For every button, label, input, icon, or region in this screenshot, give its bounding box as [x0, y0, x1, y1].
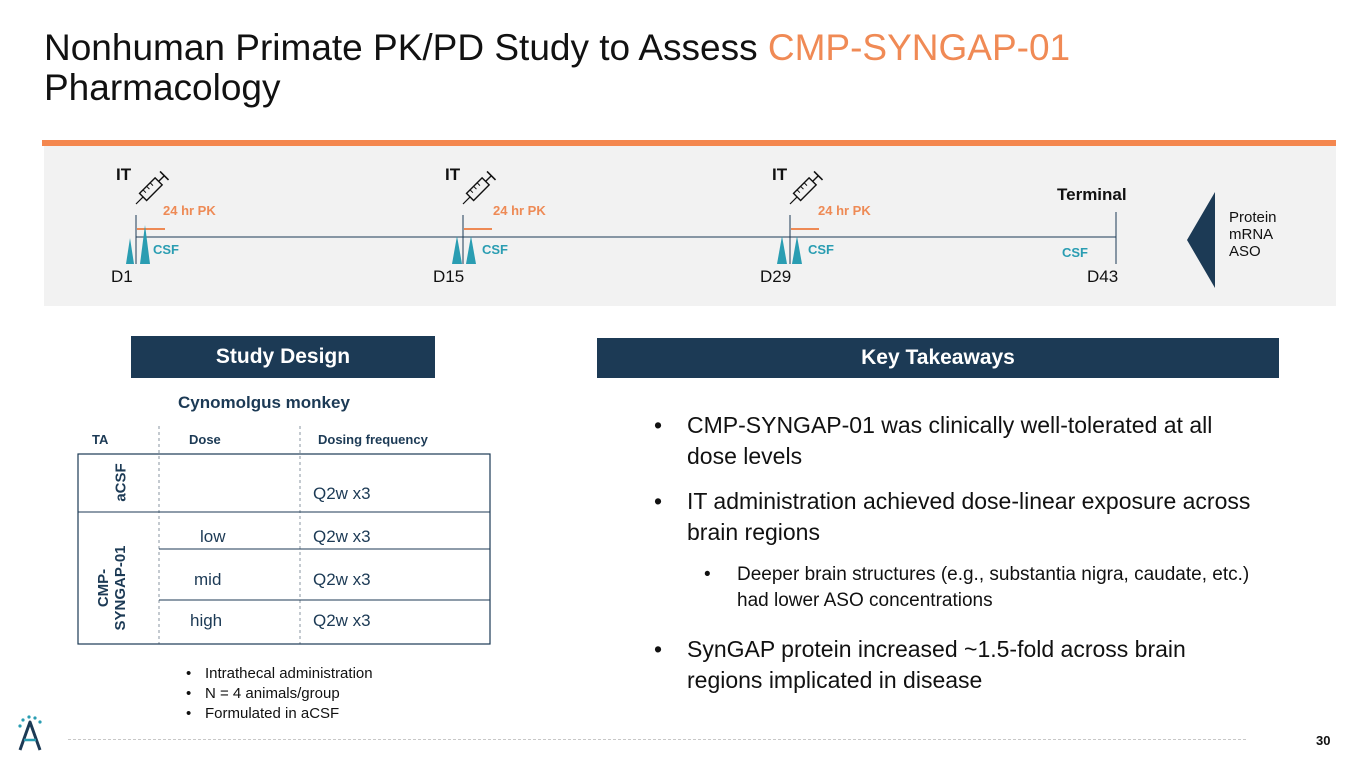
study-design-notes — [186, 664, 373, 724]
dose-cell-mid: mid — [194, 570, 222, 589]
takeaway-subitem: • Deeper brain structures (e.g., substantia nigra, caudate, etc.) had lower ASO concentrations — [652, 562, 1252, 614]
dose-cell-high: high — [190, 611, 223, 630]
csf-marker-d29-b — [792, 236, 802, 264]
study-design-table — [0, 0, 520, 660]
left-arrow-icon — [1187, 192, 1215, 288]
day-label-d1: D1 — [111, 267, 133, 286]
syringe-icon — [786, 171, 823, 208]
takeaway-item: • SynGAP protein increased ~1.5-fold across brain regions implicated in disease — [652, 634, 1252, 696]
frequency-cell-acsf: Q2w x3 — [313, 484, 371, 503]
endpoint-mrna: mRNA — [1229, 226, 1274, 243]
pk-label-d29: 24 hr PK — [818, 203, 871, 218]
frequency-cell-high: Q2w x3 — [313, 611, 371, 630]
footer-divider — [68, 739, 1246, 740]
csf-label-d43: CSF — [1062, 245, 1088, 260]
day-label-d43: D43 — [1087, 267, 1119, 286]
column-header-dose: Dose — [189, 432, 221, 447]
day-label-d29: D29 — [760, 267, 792, 286]
company-logo-icon — [14, 712, 54, 754]
title-line2: Pharmacology — [44, 67, 281, 108]
terminal-label: Terminal — [1057, 185, 1127, 204]
column-header-ta: TA — [92, 432, 109, 447]
note-item: • N = 4 animals/group — [186, 684, 373, 704]
pk-label-d15: 24 hr PK — [493, 203, 546, 218]
title-accent: CMP-SYNGAP-01 — [767, 27, 1071, 68]
dose-cell-low: low — [200, 527, 226, 546]
ta-label-acsf: aCSF — [112, 463, 130, 502]
csf-label-d15: CSF — [482, 242, 508, 257]
note-item: • Formulated in aCSF — [186, 704, 373, 724]
frequency-cell-low: Q2w x3 — [313, 527, 371, 546]
day-label-d15: D15 — [433, 267, 465, 286]
csf-label-d29: CSF — [808, 242, 834, 257]
title-main: Nonhuman Primate PK/PD Study to Assess — [44, 27, 768, 68]
key-takeaways-header: Key Takeaways — [597, 338, 1279, 378]
pk-label-d1: 24 hr PK — [163, 203, 216, 218]
admin-label-d1: IT — [116, 165, 132, 184]
species-label: Cynomolgus monkey — [178, 393, 350, 412]
ta-label-cmp-syngap-01 — [95, 533, 135, 643]
csf-label-d1: CSF — [153, 242, 179, 257]
admin-label-d15: IT — [445, 165, 461, 184]
admin-label-d29: IT — [772, 165, 788, 184]
endpoint-list — [1229, 209, 1277, 260]
endpoint-protein: Protein — [1229, 209, 1277, 226]
csf-marker-d29-a — [777, 236, 787, 264]
takeaway-item: • CMP-SYNGAP-01 was clinically well-tolerated at all dose levels — [652, 410, 1252, 472]
takeaway-item: • IT administration achieved dose-linear exposure across brain regions — [652, 486, 1252, 548]
note-item: • Intrathecal administration — [186, 664, 373, 684]
key-takeaways-list — [652, 410, 1252, 710]
frequency-cell-mid: Q2w x3 — [313, 570, 371, 589]
column-header-frequency: Dosing frequency — [318, 432, 428, 447]
endpoint-aso: ASO — [1229, 243, 1261, 260]
ta-label-cmp-syngap-01-text: CMP- SYNGAP-01 — [95, 545, 129, 631]
study-design-header: Study Design — [131, 336, 435, 378]
page-number: 30 — [1316, 733, 1331, 748]
